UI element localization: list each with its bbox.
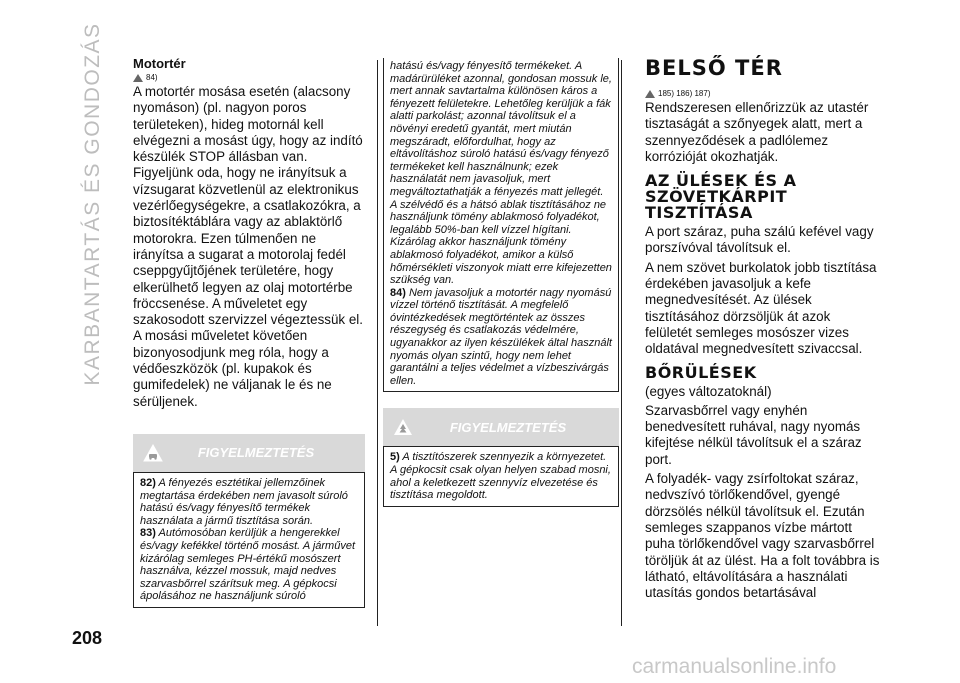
section-title-belso-ter: BELSŐ TÉR bbox=[645, 56, 783, 80]
reference-185-187: 185) 186) 187) bbox=[645, 89, 880, 98]
warning-box-continued bbox=[383, 58, 619, 392]
section-heading-motorter: Motortér bbox=[133, 56, 186, 71]
column-1 bbox=[133, 56, 365, 608]
belso-ter-intro: Rendszeresen ellenőrizzük az utastér tisztaságát a szőnyegek alatt, mert a szennyeződések a padlólemez korrózióját okozhatják. bbox=[645, 100, 869, 164]
warning-box bbox=[133, 472, 365, 608]
column-2 bbox=[383, 58, 619, 507]
warning-triangle-icon bbox=[133, 74, 143, 82]
warning-item-82: 82) A fényezés esztétikai jellemzőinek megtartása érdekében nem javasolt súroló hatású és/vagy fényesítő termékek használata a jármű tisztítása során. bbox=[140, 476, 348, 527]
warning-triangle-icon bbox=[645, 90, 655, 98]
subsection-title-borulesek: BŐRÜLÉSEK bbox=[645, 362, 757, 382]
environment-warning-icon bbox=[393, 417, 413, 437]
subsection-title-ulesek: AZ ÜLÉSEK ÉS A SZÖVETKÁRPIT TISZTÍTÁSA bbox=[645, 171, 797, 223]
reference-84: 84) bbox=[133, 73, 365, 82]
car-warning-icon bbox=[143, 443, 163, 463]
watermark: carmanualsonline.info bbox=[632, 655, 837, 678]
motorter-paragraph: A motortér mosása esetén (alacsony nyomáson) (pl. nagyon poros területeken), hideg motornál kell elvégezni a mosást úgy, hogy az indító készülék STOP állásban van. Figyeljünk oda, hogy ne irányítsuk a vízsugarat közvetlenül az elektronikus vezérlőegységekre, a csatlakozókra, a biztosítéktáblára vagy az ablaktörlő motorokra. Ezen túlmenően ne irányítsa a sugarat a motorolaj fedél cseppgyűjtőjének területére, hogy elkerülhető legyen az olaj motortérbe fröccsenése. A műveletet egy szakosodott szervizzel végeztessük el. A mosási műveletet követően bizonyosodjunk meg róla, hogy a védőeszközök (pl. kupakok és gumifedelek) ne váljanak le és ne sérüljenek. bbox=[133, 84, 363, 409]
warning-item-5: 5) A tisztítószerek szennyezik a környezetet. A gépkocsit csak olyan helyen szabad mosni, ahol a keletkezett szennyvíz elvezetése és tisztítása megoldott. bbox=[390, 451, 611, 502]
page-number: 208 bbox=[72, 628, 103, 648]
column-3 bbox=[645, 56, 880, 601]
borulesek-paragraph-2: A folyadék- vagy zsírfoltokat száraz, nedvszívó törlőkendővel, gyengé dörzsölés nélkül távolítsuk el. Ezután semleges szappanos vízbe mártott puha törlőkendővel vagy szarvasbőrrel töröljük át az ülést. Ha a folt továbbra is látható, eltávolítására a használati utasítás gondos betartásával bbox=[645, 471, 880, 601]
chapter-side-title: KARBANTARTÁS ÉS GONDOZÁS bbox=[81, 22, 104, 386]
borulesek-paragraph-1: Szarvasbőrrel vagy enyhén benedvesített ruhával, nagy nyomás kifejtése nélkül távolítsuk el a száraz port. bbox=[645, 402, 862, 467]
ulesek-paragraph-1: A port száraz, puha szálú kefével vagy porszívóval távolítsuk el. bbox=[645, 224, 874, 256]
warning-box-2 bbox=[383, 446, 619, 506]
warning-item-84: 84) Nem javasoljuk a motortér nagy nyomású vízzel történő tisztítását. A megfelelő óvintézkedések megtörténtek az összes részegység és csatlakozás védelmére, ugyanakkor az ilyen készülékek által használt nyomás olyan szintű, hogy nem lehet garantálni a teljes védelmet a vízbeszivárgás ellen. bbox=[390, 286, 612, 387]
warning-header-2: FIGYELMEZTETÉS bbox=[383, 408, 619, 446]
column-divider-left bbox=[377, 60, 378, 626]
borulesek-note: (egyes változatoknál) bbox=[645, 383, 772, 399]
column-divider-right bbox=[621, 60, 622, 626]
ulesek-paragraph-2: A nem szövet burkolatok jobb tisztítása érdekében javasoljuk a kefe megnedvesítését. Az ülések tisztításához dörzsöljük át azok felületét semleges mosószer vizes oldatával megnedvesített szivaccsal. bbox=[645, 259, 877, 357]
warning-item-83: 83) Autómosóban kerüljük a hengerekkel és/vagy kefékkel történő mosást. A járművet kizárólag semleges PH-értékű mosószert használva, kézzel mossuk, majd nedves szarvasbőrrel szárítsuk meg. A gépkocsi ápolásához ne használjunk súroló bbox=[140, 527, 355, 603]
warning-item-83-continued: hatású és/vagy fényesítő termékeket. A madárürüléket azonnal, gondosan mossuk le, mert annak savtartalma különösen káros a fényezett felületekre. Lehetőleg kerüljük a fák alatti parkolást; azonnal távolítsuk el a növényi eredetű gyantát, mert miután megszáradt, előfordulhat, hogy az eltávolításhoz súroló hatású és/vagy fényező termékeket kell használnunk; ezek használatát nem javasoljuk, mert megváltoztathatják a fényezés matt jellegét. A szélvédő és a hátsó ablak tisztításához ne használjunk tömény ablakmosó folyadékot, legalább 50%-ban kell vízzel hígítani. Kizárólag akkor használjunk tömény ablakmosó folyadékot, amikor a külső hőmérsékleti viszonyok miatt erre kifejezetten szükség van. bbox=[390, 60, 612, 287]
warning-header: FIGYELMEZTETÉS bbox=[133, 434, 365, 472]
